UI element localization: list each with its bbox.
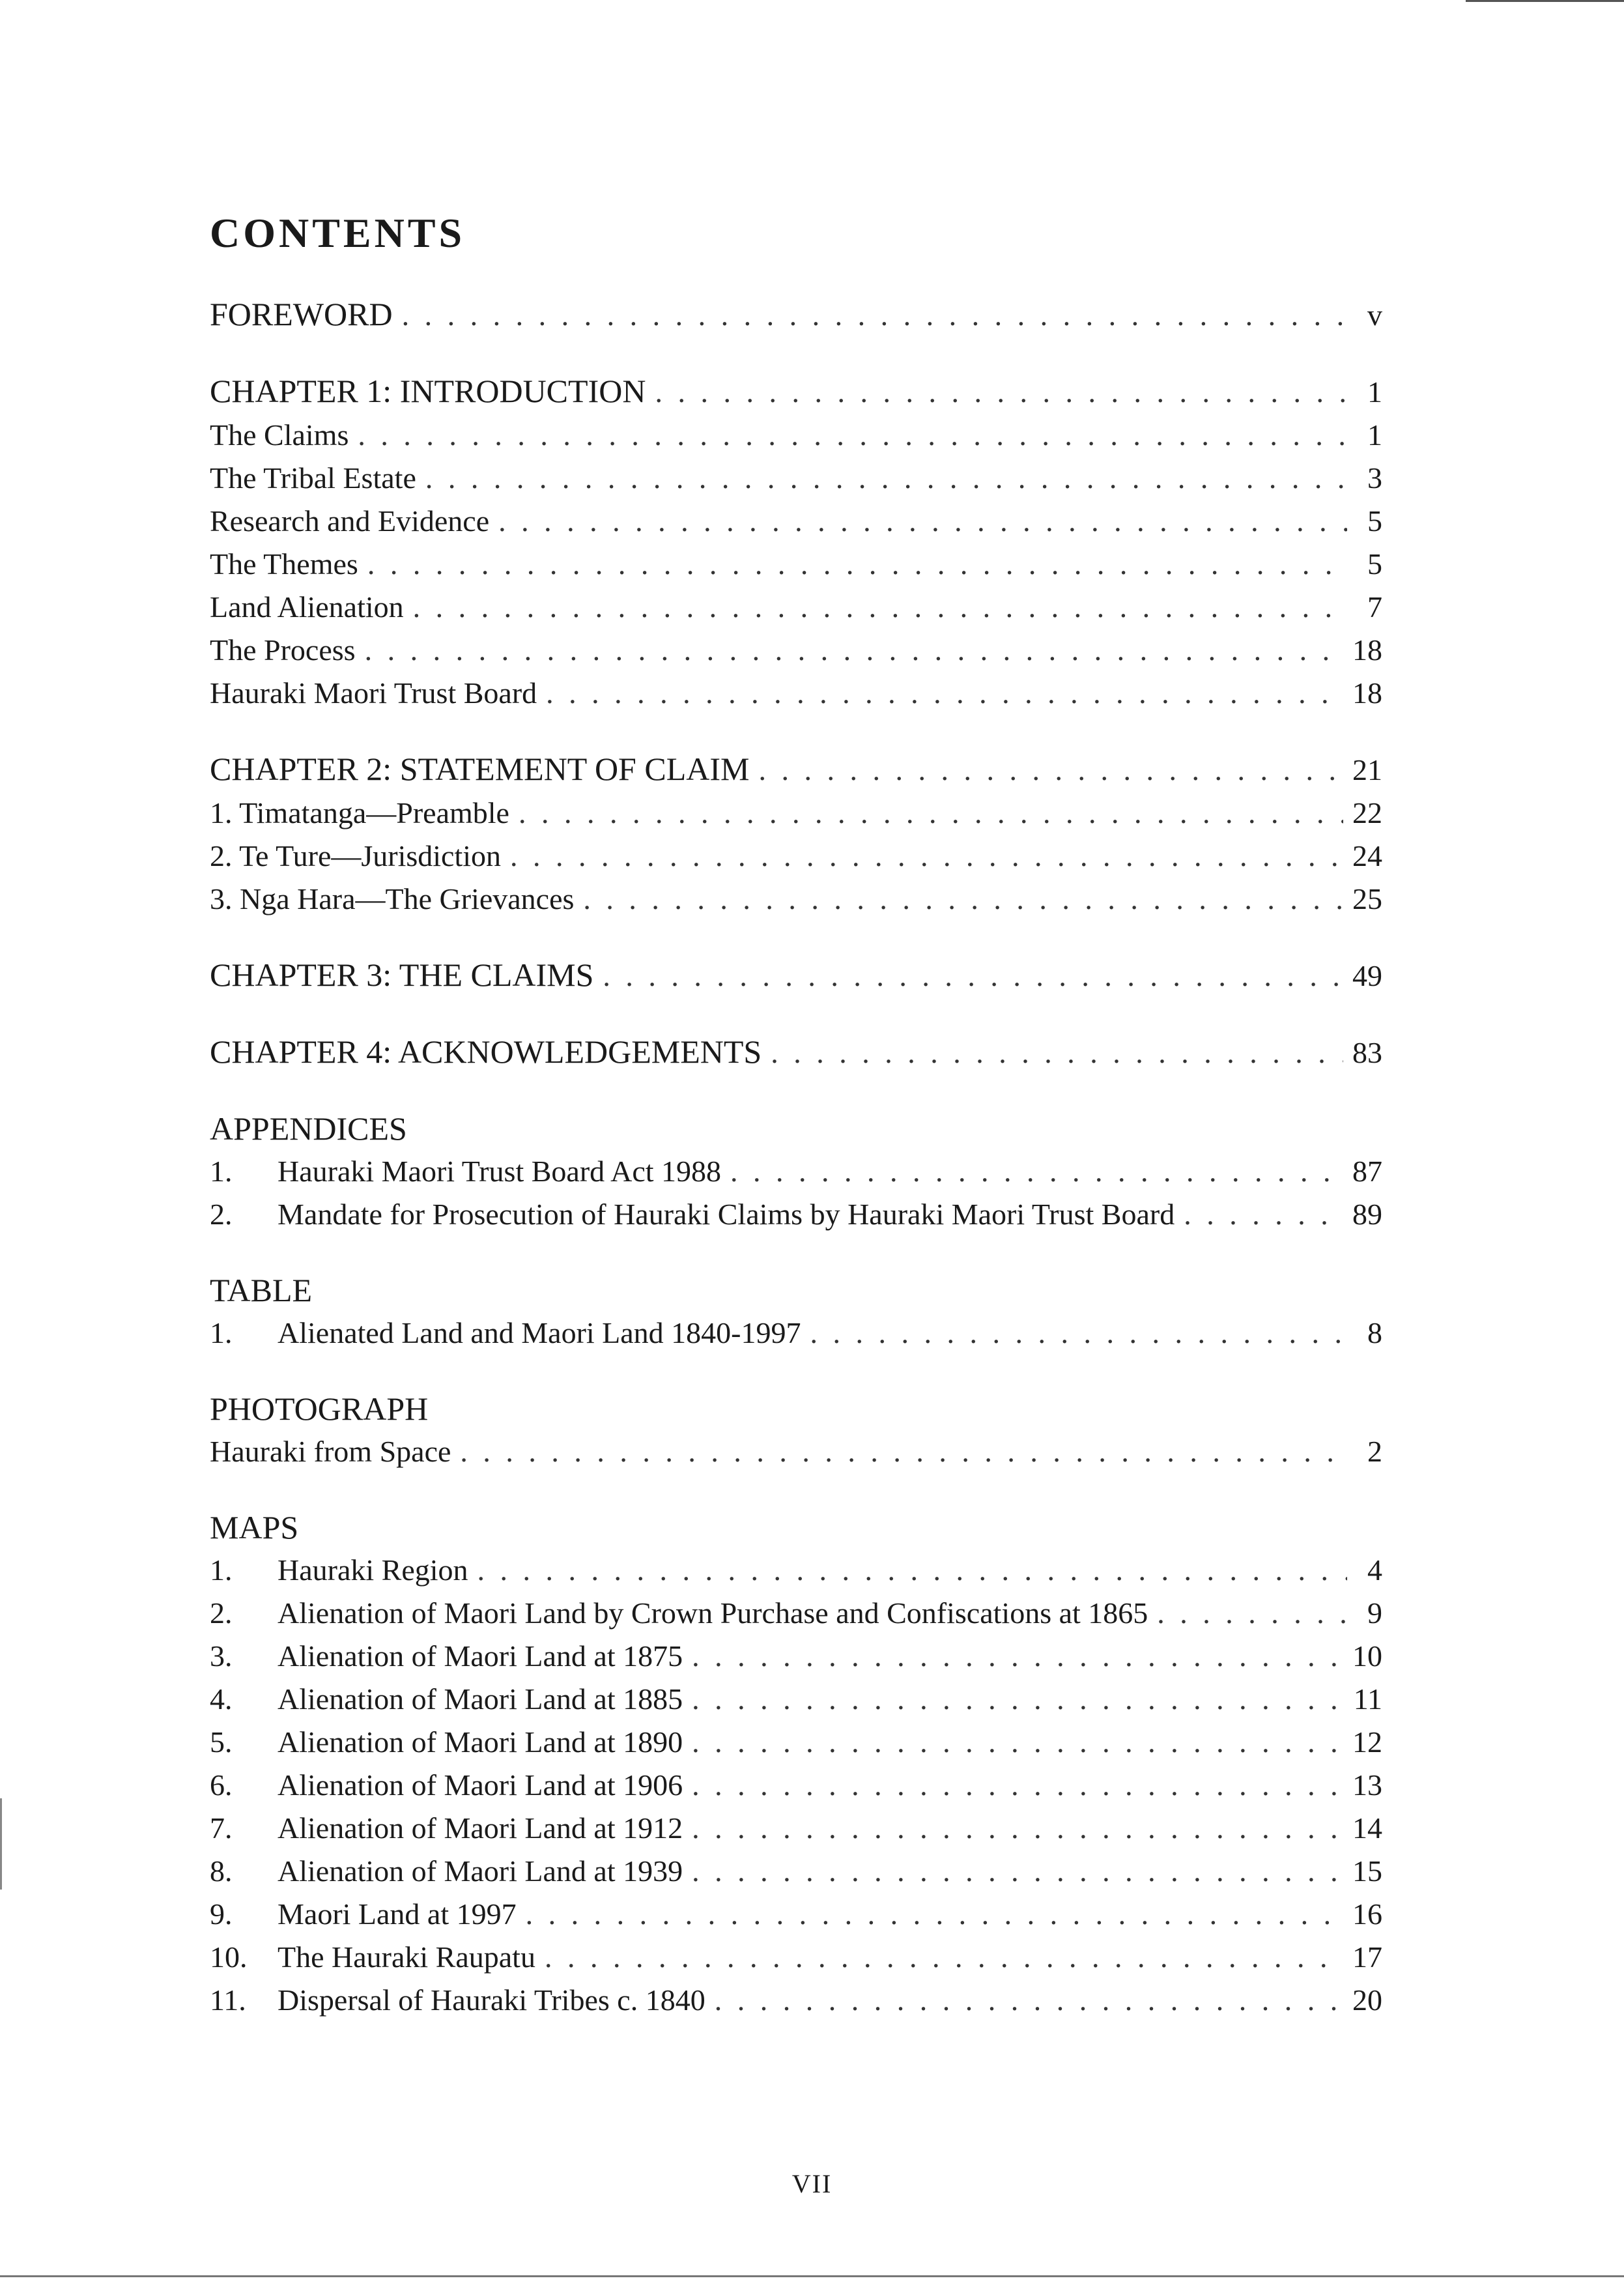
toc-entry: [210, 1150, 1382, 1193]
leader-dots: [730, 1150, 1343, 1193]
entry-page: 25: [1352, 882, 1382, 915]
leader-dots: [1184, 1193, 1343, 1236]
entry-label: Alienation of Maori Land at 1939: [278, 1854, 683, 1888]
leader-dots: [460, 1430, 1347, 1473]
entry-page: 3: [1367, 461, 1382, 495]
section-foreword: [210, 293, 1382, 337]
chapter-page: 83: [1352, 1035, 1382, 1069]
entry-label: [210, 792, 509, 835]
entry-label: Mandate for Prosecution of Hauraki Claims by Hauraki Maori Trust Board: [278, 1197, 1175, 1231]
page-number: VII: [791, 2169, 833, 2198]
toc-entry: [210, 1430, 1382, 1473]
leader-dots: [425, 457, 1347, 500]
entry-label: FOREWORD: [210, 295, 393, 332]
entry-page: 87: [1352, 1154, 1382, 1188]
leader-dots: [498, 500, 1347, 543]
entry-page: 18: [1352, 633, 1382, 667]
toc-entry: [210, 1807, 1382, 1850]
toc-entry: [210, 1312, 1382, 1355]
entry-page: 24: [1352, 839, 1382, 872]
leader-dots: [655, 371, 1347, 414]
leader-dots: [526, 1893, 1343, 1936]
table-of-contents: [210, 209, 1382, 2022]
toc-chapter-heading: [210, 747, 1382, 792]
entry-page: 4: [1367, 1553, 1382, 1587]
leader-dots: [583, 878, 1343, 921]
chapter-title: CHAPTER 2: STATEMENT OF CLAIM: [210, 750, 750, 787]
entry-label: Hauraki Region: [278, 1553, 468, 1587]
entry-page: 13: [1352, 1768, 1382, 1802]
entry-number: 1.: [210, 1154, 233, 1188]
leader-dots: [413, 586, 1347, 629]
entry-page: 89: [1352, 1197, 1382, 1231]
entry-page: 15: [1352, 1854, 1382, 1888]
chapter-title: CHAPTER 1: INTRODUCTION: [210, 372, 646, 409]
leader-dots: [603, 955, 1343, 998]
chapter-title: CHAPTER 3: THE CLAIMS: [210, 956, 594, 993]
toc-entry: [210, 1635, 1382, 1678]
section-photograph: [210, 1387, 1382, 1473]
entry-number: 1.: [210, 796, 233, 829]
scan-edge-top: [1466, 0, 1624, 2]
entry-page: 14: [1352, 1811, 1382, 1845]
entry-text: Te Ture—Jurisdiction: [239, 839, 502, 872]
entry-page: v: [1367, 298, 1382, 332]
entry-label: Alienation of Maori Land by Crown Purchase and Confiscations at 1865: [278, 1596, 1148, 1630]
entry-page: 17: [1352, 1940, 1382, 1974]
entry-text: Nga Hara—The Grievances: [240, 882, 575, 915]
entry-page: 9: [1367, 1596, 1382, 1630]
entry-number: 3.: [210, 1639, 233, 1673]
entry-number: 1.: [210, 1316, 233, 1349]
entry-page: 18: [1352, 676, 1382, 710]
entry-label: Alienation of Maori Land at 1890: [278, 1725, 683, 1759]
entry-label: The Tribal Estate: [210, 461, 416, 495]
entry-label: Hauraki from Space: [210, 1434, 451, 1468]
toc-entry: [210, 414, 1382, 457]
leader-dots: [771, 1031, 1343, 1074]
leader-dots: [692, 1764, 1343, 1807]
leader-dots: [692, 1635, 1343, 1678]
section-table: [210, 1269, 1382, 1355]
chapter-title: CHAPTER 4: ACKNOWLEDGEMENTS: [210, 1033, 762, 1070]
toc-entry: [210, 1893, 1382, 1936]
section-maps: [210, 1506, 1382, 2022]
leader-dots: [358, 414, 1347, 457]
toc-entry: [210, 878, 1382, 921]
toc-entry: [210, 1936, 1382, 1979]
toc-entry: [210, 1850, 1382, 1893]
entry-page: 2: [1367, 1434, 1382, 1468]
entry-label: The Hauraki Raupatu: [278, 1940, 535, 1974]
section-chapter-1: [210, 369, 1382, 715]
scan-edge-left: [0, 1798, 2, 1890]
leader-dots: [519, 792, 1343, 835]
section-chapter-2: [210, 747, 1382, 921]
toc-entry: [210, 1764, 1382, 1807]
entry-label: Maori Land at 1997: [278, 1897, 517, 1931]
section-chapter-4: [210, 1030, 1382, 1074]
entry-page: 5: [1367, 504, 1382, 538]
entry-number: 9.: [210, 1897, 233, 1931]
entry-label: The Themes: [210, 547, 358, 581]
section-appendices: [210, 1107, 1382, 1236]
entry-page: 8: [1367, 1316, 1382, 1349]
page-title: CONTENTS: [210, 210, 466, 256]
leader-dots: [715, 1979, 1343, 2022]
section-heading: PHOTOGRAPH: [210, 1390, 429, 1427]
scan-edge-bottom: [0, 2275, 1624, 2277]
leader-dots: [477, 1549, 1347, 1592]
entry-number: 3.: [210, 882, 233, 915]
leader-dots: [692, 1807, 1343, 1850]
entry-page: 11: [1353, 1682, 1382, 1716]
toc-chapter-heading: [210, 1030, 1382, 1074]
entry-page: 20: [1352, 1983, 1382, 2017]
entry-page: 22: [1352, 796, 1382, 829]
entry-number: 8.: [210, 1854, 233, 1888]
leader-dots: [758, 749, 1343, 792]
entry-page: 7: [1367, 590, 1382, 624]
entry-number: 2.: [210, 1197, 233, 1231]
entry-label: [210, 878, 574, 921]
leader-dots: [810, 1312, 1348, 1355]
entry-number: 10.: [210, 1940, 248, 1974]
leader-dots: [692, 1721, 1343, 1764]
toc-entry: [210, 672, 1382, 715]
section-heading: APPENDICES: [210, 1110, 407, 1147]
toc-entry: [210, 1721, 1382, 1764]
leader-dots: [546, 672, 1343, 715]
section-heading: TABLE: [210, 1271, 313, 1308]
section-chapter-3: [210, 953, 1382, 998]
toc-entry: [210, 1979, 1382, 2022]
toc-entry: [210, 543, 1382, 586]
leader-dots: [367, 543, 1347, 586]
leader-dots: [1157, 1592, 1347, 1635]
leader-dots: [692, 1850, 1343, 1893]
entry-number: 2.: [210, 1596, 233, 1630]
entry-label: Alienation of Maori Land at 1885: [278, 1682, 683, 1716]
entry-label: Alienated Land and Maori Land 1840-1997: [278, 1316, 801, 1349]
entry-label: Dispersal of Hauraki Tribes c. 1840: [278, 1983, 705, 2017]
entry-page: 5: [1367, 547, 1382, 581]
toc-entry: [210, 1193, 1382, 1236]
entry-page: 10: [1352, 1639, 1382, 1673]
entry-number: 2.: [210, 839, 233, 872]
entry-page: 1: [1367, 418, 1382, 452]
entry-label: The Claims: [210, 418, 349, 452]
leader-dots: [365, 629, 1343, 672]
entry-number: 4.: [210, 1682, 233, 1716]
toc-entry-foreword: [210, 293, 1382, 337]
leader-dots: [545, 1936, 1343, 1979]
toc-entry: [210, 457, 1382, 500]
entry-label: Hauraki Maori Trust Board: [210, 676, 537, 710]
toc-entry: [210, 792, 1382, 835]
entry-number: 1.: [210, 1553, 233, 1587]
entry-number: 11.: [210, 1983, 246, 2017]
entry-label: Alienation of Maori Land at 1906: [278, 1768, 683, 1802]
toc-entry: [210, 1678, 1382, 1721]
toc-chapter-heading: [210, 369, 1382, 414]
chapter-page: 49: [1352, 958, 1382, 992]
entry-label: Hauraki Maori Trust Board Act 1988: [278, 1154, 722, 1188]
entry-label: Alienation of Maori Land at 1875: [278, 1639, 683, 1673]
chapter-page: 21: [1352, 753, 1382, 786]
entry-number: 7.: [210, 1811, 233, 1845]
toc-entry: [210, 629, 1382, 672]
entry-label: Alienation of Maori Land at 1912: [278, 1811, 683, 1845]
entry-label: The Process: [210, 633, 356, 667]
section-heading: MAPS: [210, 1508, 299, 1546]
leader-dots: [402, 294, 1347, 337]
entry-number: 5.: [210, 1725, 233, 1759]
chapter-page: 1: [1367, 375, 1382, 409]
leader-dots: [510, 835, 1343, 878]
entry-label: [210, 835, 501, 878]
entry-text: Timatanga—Preamble: [239, 796, 509, 829]
toc-entry: [210, 586, 1382, 629]
entry-label: Land Alienation: [210, 590, 404, 624]
entry-page: 12: [1352, 1725, 1382, 1759]
toc-entry: [210, 1549, 1382, 1592]
entry-page: 16: [1352, 1897, 1382, 1931]
toc-entry: [210, 835, 1382, 878]
toc-entry: [210, 500, 1382, 543]
leader-dots: [692, 1678, 1345, 1721]
entry-number: 6.: [210, 1768, 233, 1802]
entry-label: Research and Evidence: [210, 504, 490, 538]
toc-entry: [210, 1592, 1382, 1635]
toc-chapter-heading: [210, 953, 1382, 998]
